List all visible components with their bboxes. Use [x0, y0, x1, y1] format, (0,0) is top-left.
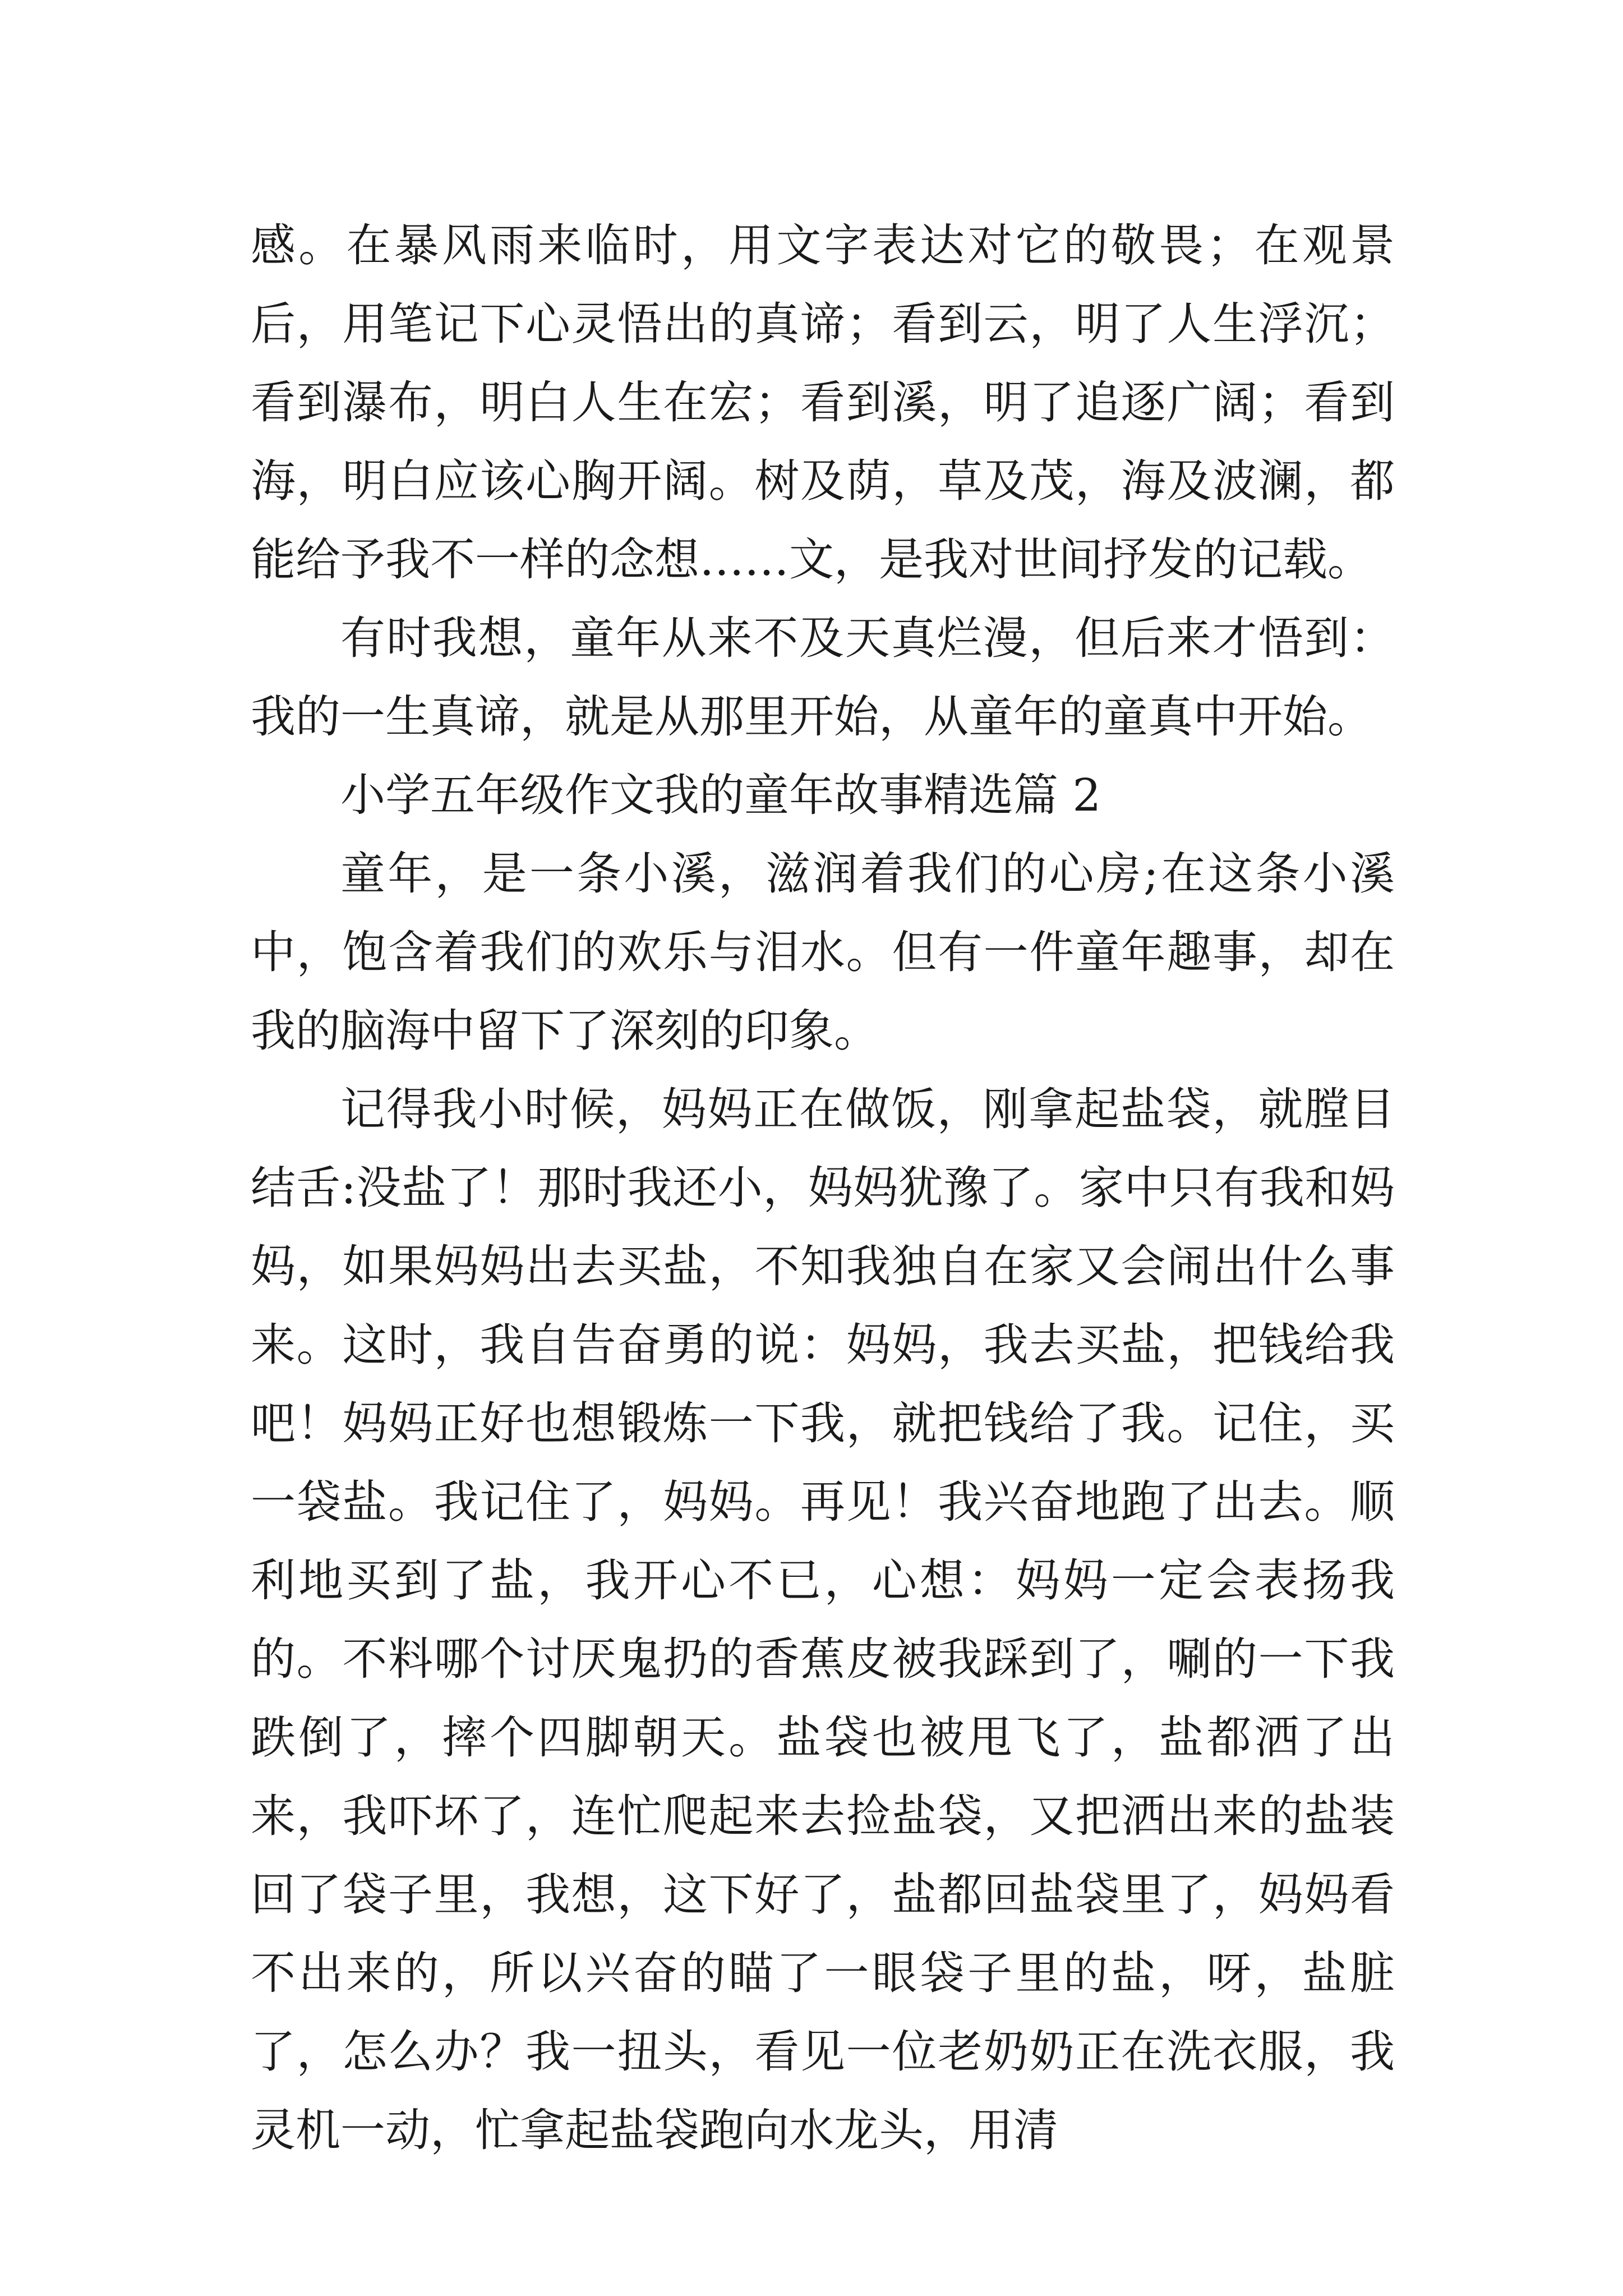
document-body: [251, 206, 1395, 2170]
paragraph-1: 感。在暴风雨来临时，用文字表达对它的敬畏；在观景后，用笔记下心灵悟出的真谛；看到云，明了人生浮沉；看到瀑布，明白人生在宏；看到溪，明了追逐广阔；看到海，明白应该心胸开阔。树及荫，草及茂，海及波澜，都能给予我不一样的念想……文，是我对世间抒发的记载。: [251, 219, 1395, 586]
paragraph-4: 记得我小时候，妈妈正在做饭，刚拿起盐袋，就膛目结舌:没盐了！那时我还小，妈妈犹豫了。家中只有我和妈妈，如果妈妈出去买盐，不知我独自在家又会闹出什么事来。这时，我自告奋勇的说：妈妈，我去买盐，把钱给我吧！妈妈正好也想锻炼一下我，就把钱给了我。记住，买一袋盐。我记住了，妈妈。再见！我兴奋地跑了出去。顺利地买到了盐，我开心不已，心想：妈妈一定会表扬我的。不料哪个讨厌鬼扔的香蕉皮被我踩到了，唰的一下我跌倒了，摔个四脚朝天。盐袋也被甩飞了，盐都洒了出来，我吓坏了，连忙爬起来去捡盐袋，又把洒出来的盐装回了袋子里，我想，这下好了，盐都回盐袋里了，妈妈看不出来的，所以兴奋的瞄了一眼袋子里的盐，呀，盐脏了，怎么办？我一扭头，看见一位老奶奶正在洗衣服，我灵机一动，忙拿起盐袋跑向水龙头，用清: [251, 1083, 1395, 2156]
paragraph-2: 有时我想，童年从来不及天真烂漫，但后来才悟到：我的一生真谛，就是从那里开始，从童年的童真中开始。: [251, 612, 1395, 743]
paragraph-3: 童年，是一条小溪，滋润着我们的心房;在这条小溪中，饱含着我们的欢乐与泪水。但有一件童年趣事，却在我的脑海中留下了深刻的印象。: [251, 848, 1395, 1057]
section-heading: 小学五年级作文我的童年故事精选篇 2: [340, 769, 1101, 821]
